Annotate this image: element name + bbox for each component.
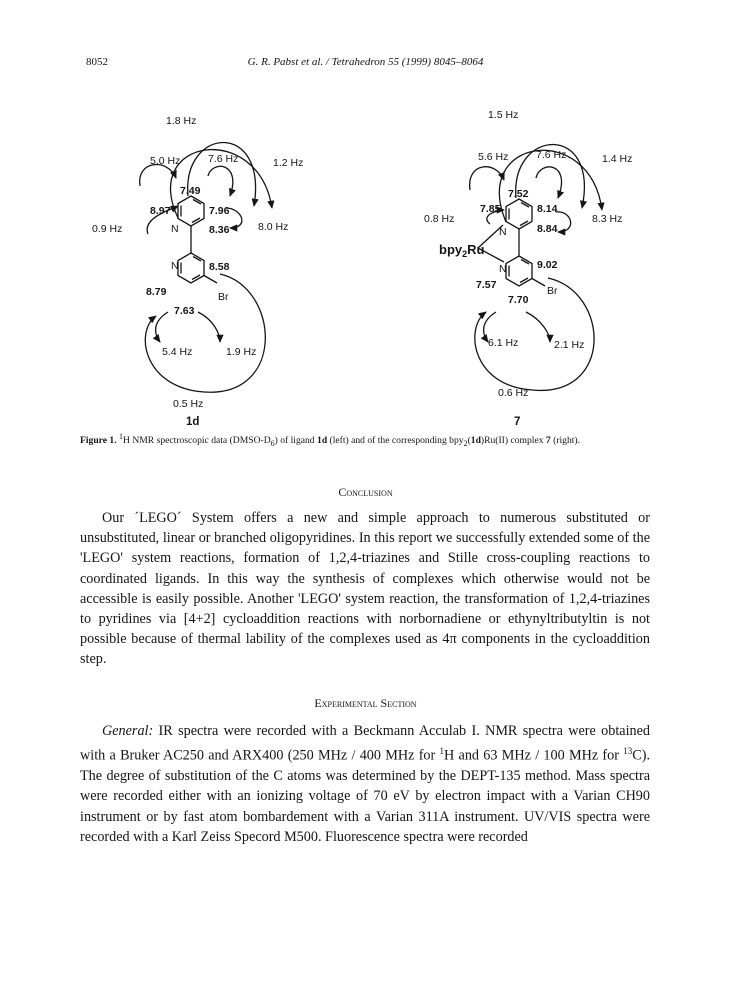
right-coupling-6-1: 6.1 Hz <box>488 337 519 349</box>
right-coupling-8-3: 8.3 Hz <box>592 213 623 225</box>
right-top-pyridine-ring <box>506 199 532 229</box>
left-coupling-1-8: 1.8 Hz <box>166 115 197 127</box>
experimental-heading: Experimental Section <box>314 696 417 710</box>
left-coupling-8-0: 8.0 Hz <box>258 221 289 233</box>
right-coupling-0-6: 0.6 Hz <box>498 387 529 399</box>
right-shift-8-14: 8.14 <box>537 203 558 215</box>
right-coupling-1-4: 1.4 Hz <box>602 153 633 165</box>
conclusion-heading: Conclusion <box>338 485 393 499</box>
left-coupling-7-6: 7.6 Hz <box>208 153 239 165</box>
left-bromo-atom: Br <box>218 291 229 303</box>
right-shift-7-70: 7.70 <box>508 294 529 306</box>
left-shift-7-96: 7.96 <box>209 205 230 217</box>
right-coupling-7-6: 7.6 Hz <box>536 149 567 161</box>
left-shift-8-36: 8.36 <box>209 224 230 236</box>
right-coupling-5-6: 5.6 Hz <box>478 151 509 163</box>
page-number: 8052 <box>86 56 108 68</box>
right-bromo-atom: Br <box>547 285 558 297</box>
left-coupling-1-9: 1.9 Hz <box>226 346 257 358</box>
nmr-figure <box>80 98 640 428</box>
left-coupling-5-4: 5.4 Hz <box>162 346 193 358</box>
left-shift-8-79: 8.79 <box>146 286 167 298</box>
right-shift-7-52: 7.52 <box>508 188 529 200</box>
left-coupling-1-2: 1.2 Hz <box>273 157 304 169</box>
compound-label-7: 7 <box>514 416 521 428</box>
left-bottom-ring-n: N <box>171 260 179 272</box>
compound-label-1d: 1d <box>186 416 200 428</box>
left-top-pyridine-ring <box>178 196 204 226</box>
left-coupling-0-5: 0.5 Hz <box>173 398 204 410</box>
figure-caption: Figure 1. $^1$H NMR spectroscopic data $(DMSO-D_6)$ of ligand 1d (left) and of the corresponding bpy$_2$(1d)Ru(II) complex 7 (right). <box>80 432 581 449</box>
right-bottom-ring-n: N <box>499 263 507 275</box>
right-coupling-2-1: 2.1 Hz <box>554 339 585 351</box>
left-shift-7-49: 7.49 <box>180 185 201 197</box>
right-coupling-arrows <box>470 144 602 390</box>
running-citation: G. R. Pabst et al. / Tetrahedron 55 (1999) 8045–8064 <box>247 56 484 68</box>
right-top-ring-n: N <box>499 226 507 238</box>
left-top-ring-n: N <box>171 223 179 235</box>
right-shift-8-84: 8.84 <box>537 223 558 235</box>
experimental-paragraph: General: IR spectra were recorded with a Beckmann Acculab I. NMR spectra were obtained with a Bruker AC250 and ARX400 (250 MHz / 400 MHz for $^1$H and 63 MHz / 100 MHz for $^{13}$C). The degree of substitution of the C atoms was determined by the DEPT-135 method. Mass spectra were recorded either with an ionizing voltage of 70 eV by electron impact with a Varian CH90 instrument or by fast atom bombardement with a Varian 311A instrument. UV/VIS spectra were recorded with a Karl Zeiss Specord M500. Fluorescence spectra were recorded <box>80 723 650 845</box>
ru-complex-label: bpy$_2$Ru <box>439 242 485 259</box>
conclusion-paragraph: Our ´LEGO´ System offers a new and simple approach to numerous substituted or unsubstituted, linear or branched oligopyridines. In this report we successfully extended some of the 'LEGO' system reactions, formation of 1,2,4-triazines and Stille cross-coupling reactions to coordinated ligands. In this way the synthesis of complexes which otherwise would not be accessible is easily possible. Another 'LEGO' system reaction, the transformation of 1,2,4-triazines to pyridines via [4+2] cycloaddition reactions with norbornadiene or ethynyltributyltin is not possible because of thermal lability of the complexes used as 4π components in the cycloaddition step. <box>80 510 650 668</box>
right-coupling-1-5: 1.5 Hz <box>488 109 519 121</box>
right-coupling-0-8: 0.8 Hz <box>424 213 455 225</box>
right-shift-7-85: 7.85 <box>480 203 501 215</box>
right-shift-9-02: 9.02 <box>537 259 558 271</box>
left-shift-8-97: 8.97 <box>150 205 171 217</box>
left-shift-8-58: 8.58 <box>209 261 230 273</box>
left-coupling-5-0: 5.0 Hz <box>150 155 181 167</box>
right-shift-7-57: 7.57 <box>476 279 497 291</box>
left-shift-7-63: 7.63 <box>174 305 195 317</box>
left-coupling-0-9: 0.9 Hz <box>92 223 123 235</box>
